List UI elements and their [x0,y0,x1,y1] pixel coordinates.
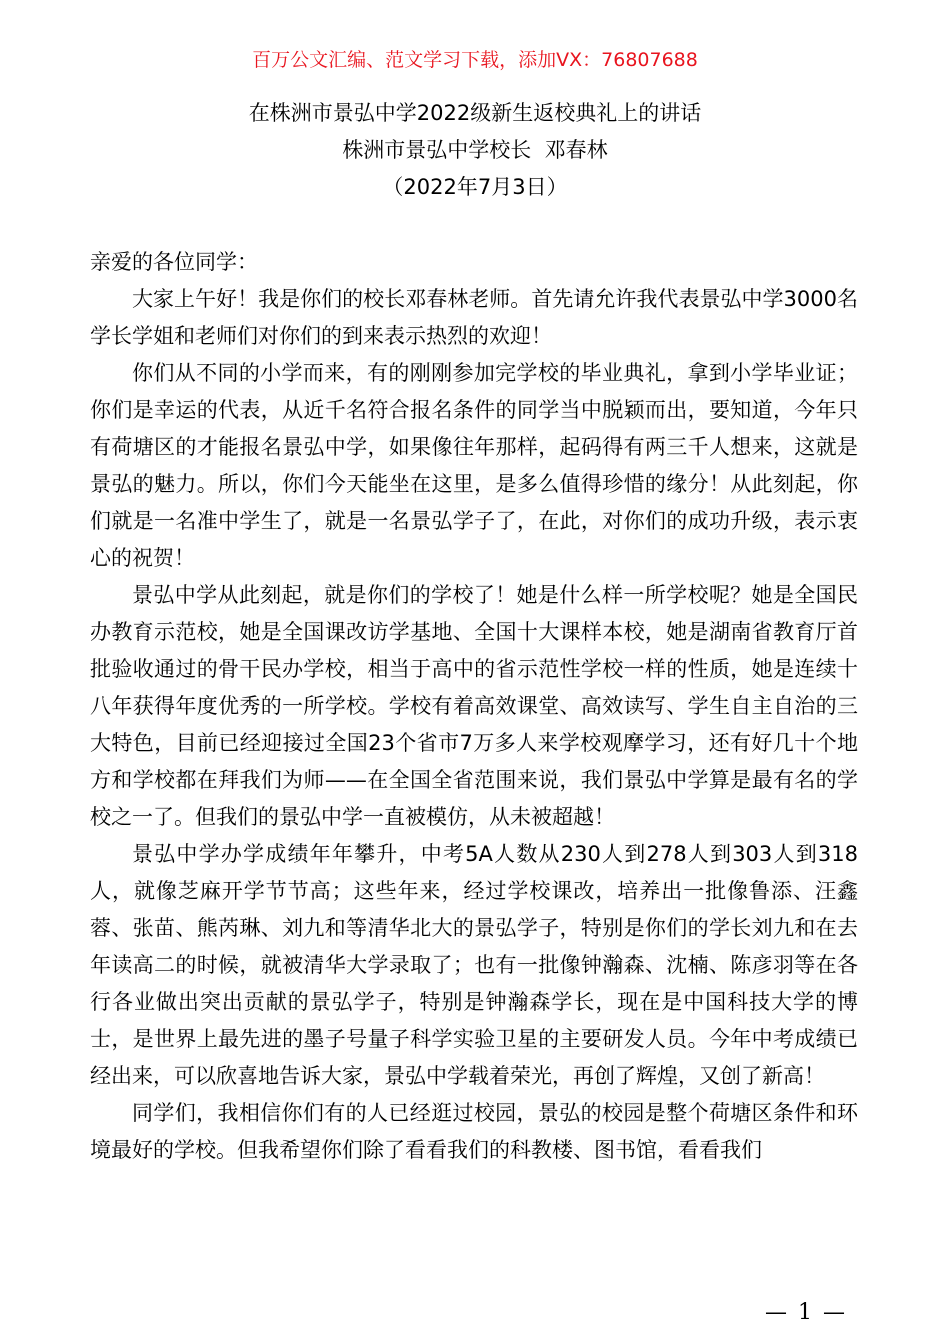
paragraph: 大家上午好！我是你们的校长邓春林老师。首先请允许我代表景弘中学3000名学长学姐和老师们对你们的到来表示热烈的欢迎！ [90,287,858,348]
speech-author: 株洲市景弘中学校长 邓春林 [342,138,608,162]
salutation: 亲爱的各位同学： [90,250,258,274]
paragraph: 同学们，我相信你们有的人已经逛过校园，景弘的校园是整个荷塘区条件和环境最好的学校。但我希望你们除了看看我们的科教楼、图书馆，看看我们 [90,1101,858,1162]
title-block [0,97,950,208]
speech-date: （2022年7月3日） [382,175,568,199]
page-number: — 1 — [765,1300,847,1325]
speech-title: 在株洲市景弘中学2022级新生返校典礼上的讲话 [248,101,702,125]
paragraph: 景弘中学从此刻起，就是你们的学校了！她是什么样一所学校呢？她是全国民办教育示范校，她是全国课改访学基地、全国十大课样本校，她是湖南省教育厅首批验收通过的骨干民办学校，相当于高中的省示范性学校一样的性质，她是连续十八年获得年度优秀的一所学校。学校有着高效课堂、高效读写、学生自主自治的三大特色，目前已经迎接过全国23个省市7万多人来学校观摩学习，还有好几十个地方和学校都在拜我们为师——在全国全省范围来说，我们景弘中学算是最有名的学校之一了。但我们的景弘中学一直被模仿，从未被超越！ [90,583,858,829]
speech-body [90,244,858,1169]
paragraph: 景弘中学办学成绩年年攀升，中考5A人数从230人到278人到303人到318人，就像芝麻开学节节高；这些年来，经过学校课改，培养出一批像鲁添、汪鑫蓉、张苗、熊芮琳、刘九和等清华北大的景弘学子，特别是你们的学长刘九和在去年读高二的时候，就被清华大学录取了；也有一批像钟瀚森、沈楠、陈彦羽等在各行各业做出突出贡献的景弘学子，特别是钟瀚森学长，现在是中国科技大学的博士，是世界上最先进的墨子号量子科学实验卫星的主要研发人员。今年中考成绩已经出来，可以欣喜地告诉大家，景弘中学载着荣光，再创了辉煌，又创了新高！ [90,842,858,1088]
paragraph: 你们从不同的小学而来，有的刚刚参加完学校的毕业典礼，拿到小学毕业证；你们是幸运的代表，从近千名符合报名条件的同学当中脱颖而出，要知道，今年只有荷塘区的才能报名景弘中学，如果像往年那样，起码得有两三千人想来，这就是景弘的魅力。所以，你们今天能坐在这里，是多么值得珍惜的缘分！从此刻起，你们就是一名准中学生了，就是一名景弘学子了，在此，对你们的成功升级，表示衷心的祝贺！ [90,361,858,570]
header-banner: 百万公文汇编、范文学习下载，添加VX：76807688 [252,49,698,71]
